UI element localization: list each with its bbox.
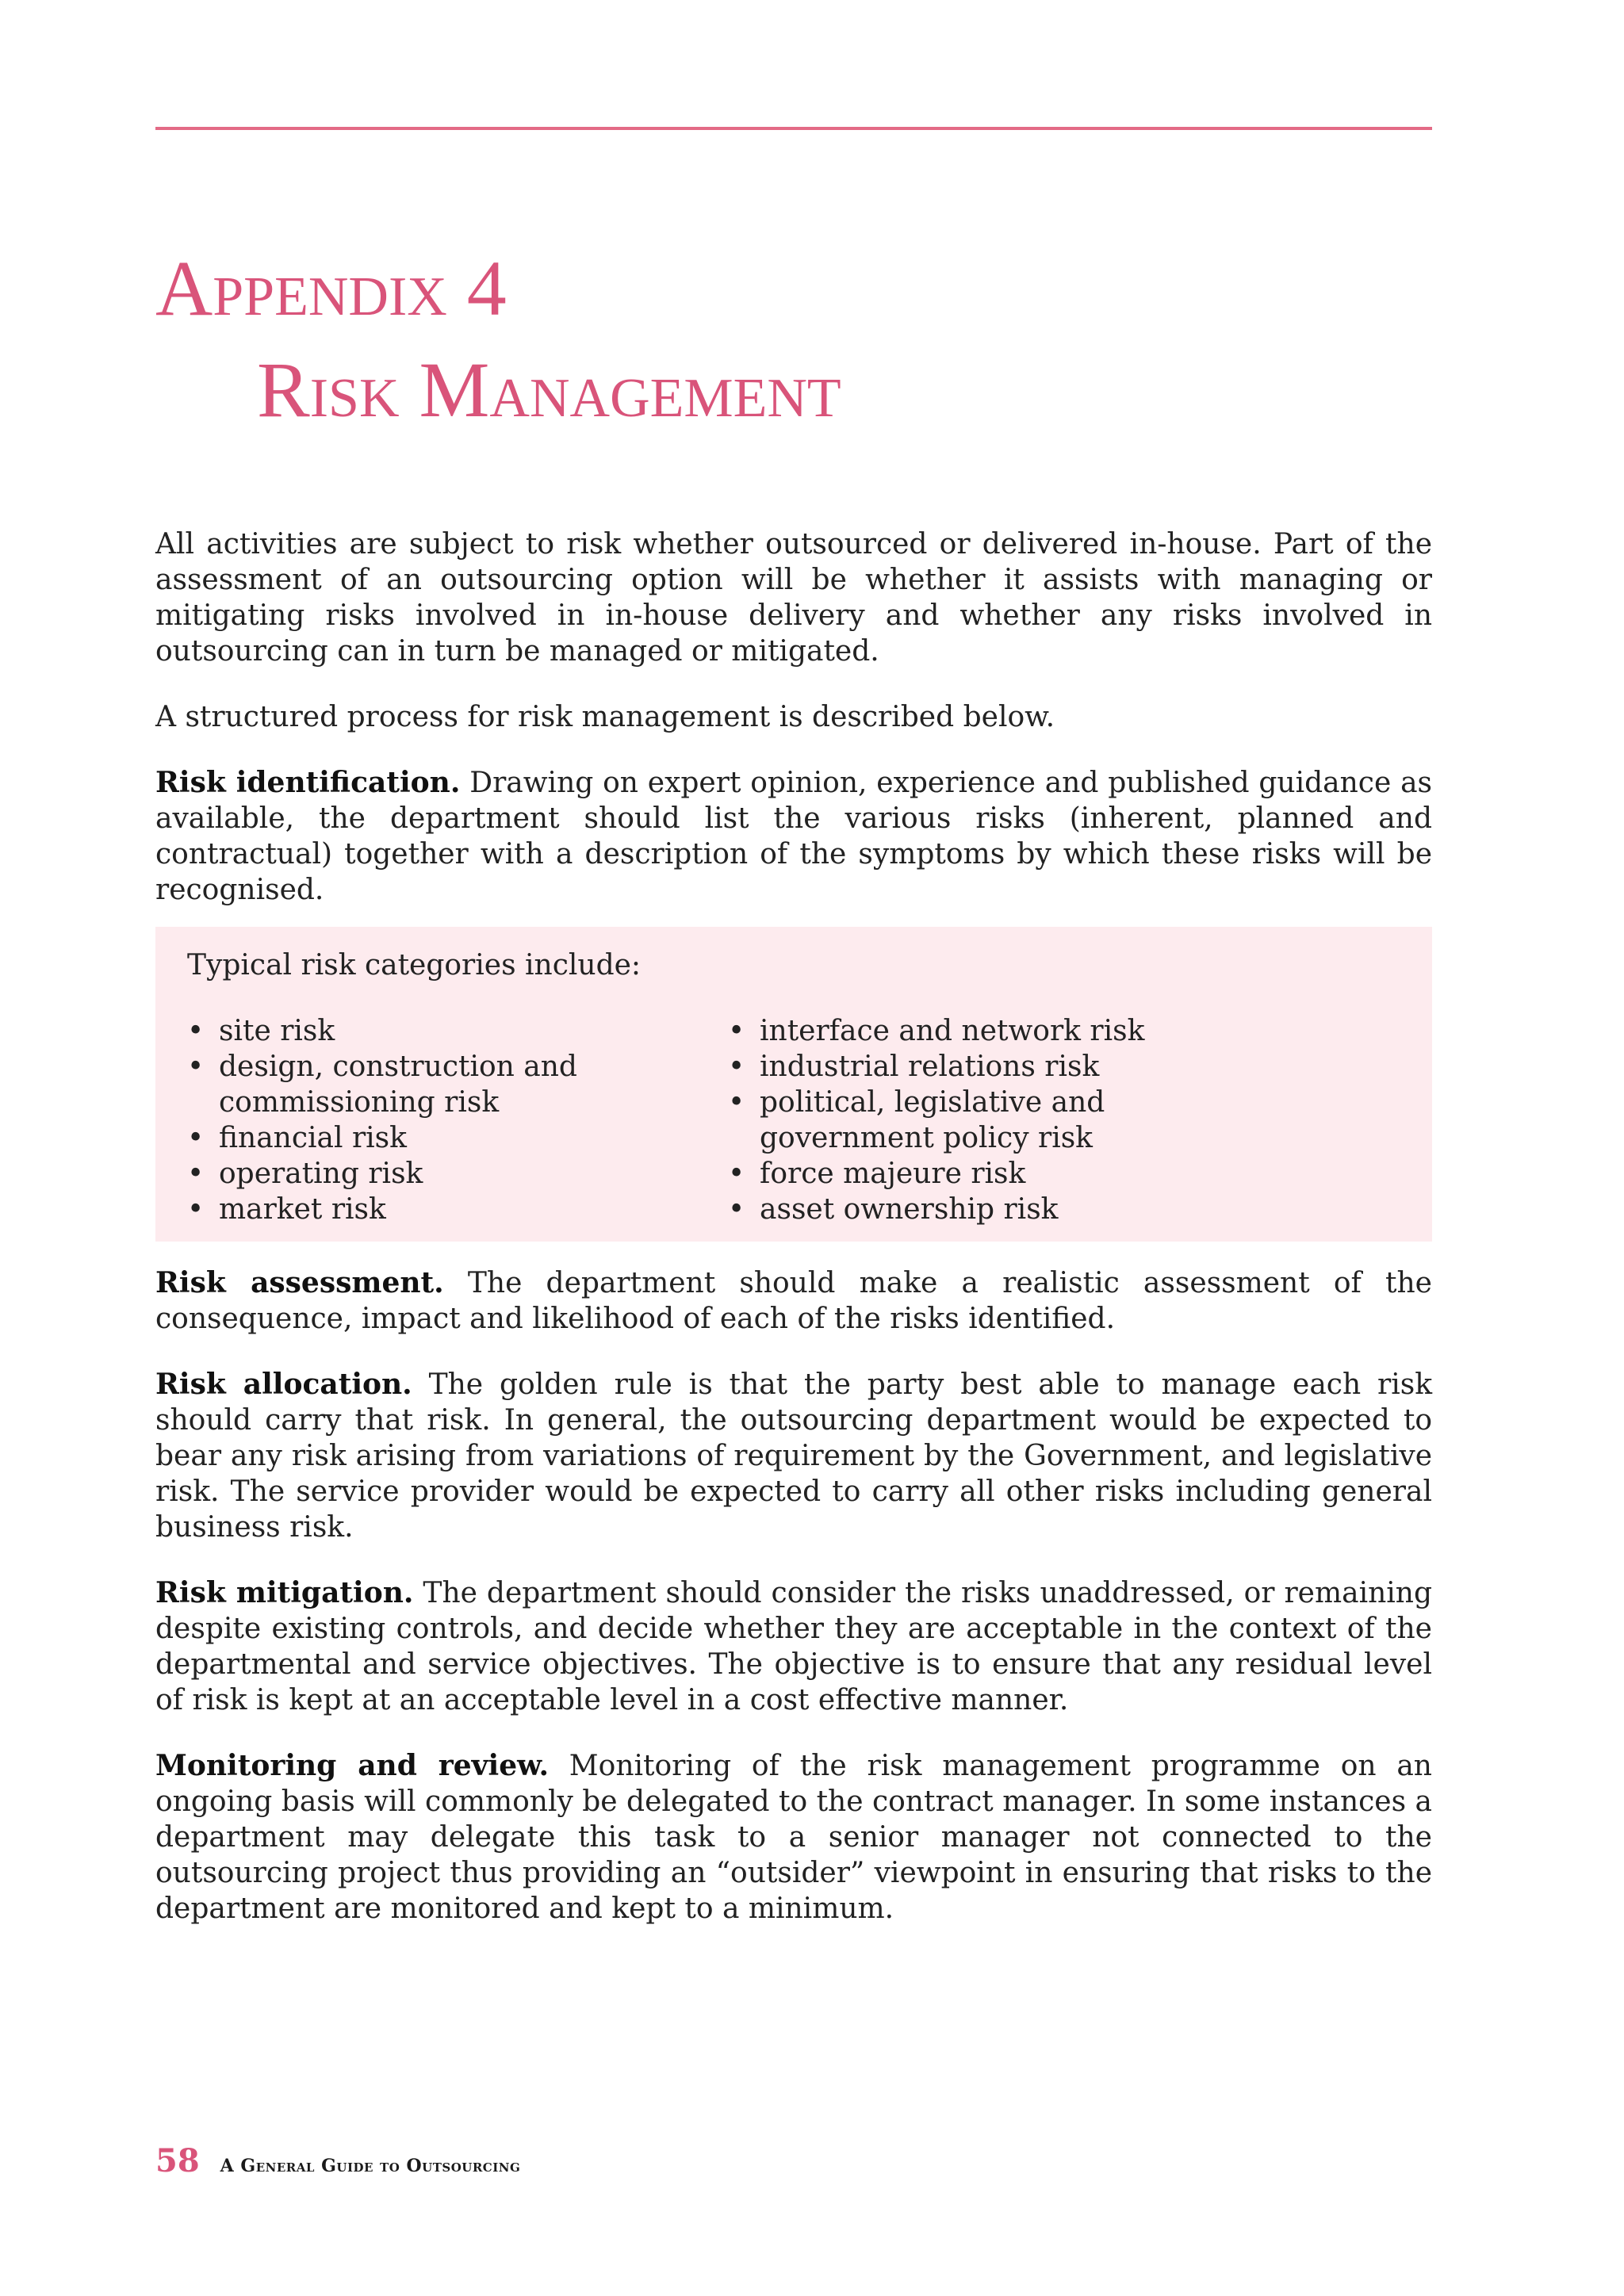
risk-list-right xyxy=(728,1013,1269,1227)
risk-mitigation-paragraph xyxy=(155,1575,1432,1718)
risk-categories-columns xyxy=(187,1013,1400,1227)
risk-categories-box xyxy=(155,927,1432,1242)
list-item: • political, legislative and government policy risk xyxy=(728,1085,1269,1156)
risk-identification-text: Drawing on expert opinion, experience and published guidance as available, the department should list the various risks (inherent, planned and contractual) together with a description of the symptoms by which these risks will be recognised. xyxy=(155,767,1433,906)
top-rule xyxy=(155,127,1432,130)
risk-list-left xyxy=(187,1013,728,1227)
list-item: • operating risk xyxy=(187,1156,728,1192)
process-paragraph: A structured process for risk management is described below. xyxy=(155,701,1055,733)
monitoring-review-heading: Monitoring and review. xyxy=(155,1749,550,1782)
list-item: • site risk xyxy=(187,1013,728,1049)
publication-title: A General Guide to Outsourcing xyxy=(220,2156,521,2176)
list-item: • interface and network risk xyxy=(728,1013,1269,1049)
risk-assessment-heading: Risk assessment. xyxy=(155,1266,444,1299)
title-appendix: Appendix 4 xyxy=(155,244,507,332)
list-item: • industrial relations risk xyxy=(728,1049,1269,1085)
risk-identification-heading: Risk identification. xyxy=(155,766,461,799)
risk-mitigation-heading: Risk mitigation. xyxy=(155,1576,414,1609)
intro-paragraph: All activities are subject to risk whether outsourced or delivered in-house. Part of the assessment of an outsourcing option will be whether it assists with managing or mitigating risks involved in in-house delivery and whether any risks involved in outsourcing can in turn be managed or mitigated. xyxy=(155,528,1432,668)
risk-assessment-paragraph xyxy=(155,1265,1432,1337)
list-item: • asset ownership risk xyxy=(728,1192,1269,1227)
risk-identification-paragraph xyxy=(155,765,1432,908)
monitoring-review-paragraph xyxy=(155,1748,1432,1927)
list-item: • design, construction and commissioning risk xyxy=(187,1049,728,1120)
risk-allocation-text: The golden rule is that the party best able to manage each risk should carry that risk. In general, the outsourcing department would be expected to bear any risk arising from variations of requirement by the Government, and legislative risk. The service provider would be expected to carry all other risks including general business risk. xyxy=(155,1368,1433,1544)
page-footer xyxy=(155,2142,520,2179)
list-item: • market risk xyxy=(187,1192,728,1227)
risk-allocation-heading: Risk allocation. xyxy=(155,1368,412,1401)
body-text xyxy=(155,526,1432,1957)
risk-allocation-paragraph xyxy=(155,1367,1432,1545)
monitoring-review-text: Monitoring of the risk management programme on an ongoing basis will commonly be delegated to the contract manager. In some instances a department may delegate this task to a senior manager not connected to the outsourcing project thus providing an “outsider” viewpoint in ensuring that risks to the department are monitored and kept to a minimum. xyxy=(155,1750,1432,1925)
title-subject: Risk Management xyxy=(257,346,841,434)
list-item: • force majeure risk xyxy=(728,1156,1269,1192)
page-number: 58 xyxy=(155,2142,200,2179)
page-title xyxy=(155,238,841,441)
risk-assessment-text: The department should make a realistic assessment of the consequence, impact and likelihood of each of the risks identified. xyxy=(155,1267,1432,1335)
list-item: • financial risk xyxy=(187,1120,728,1156)
risk-categories-intro: Typical risk categories include: xyxy=(187,949,642,982)
risk-mitigation-text: The department should consider the risks unaddressed, or remaining despite existing controls, and decide whether they are acceptable in the context of the departmental and service objectives. The objective is to ensure that any residual level of risk is kept at an acceptable level in a cost effective manner. xyxy=(155,1577,1433,1716)
